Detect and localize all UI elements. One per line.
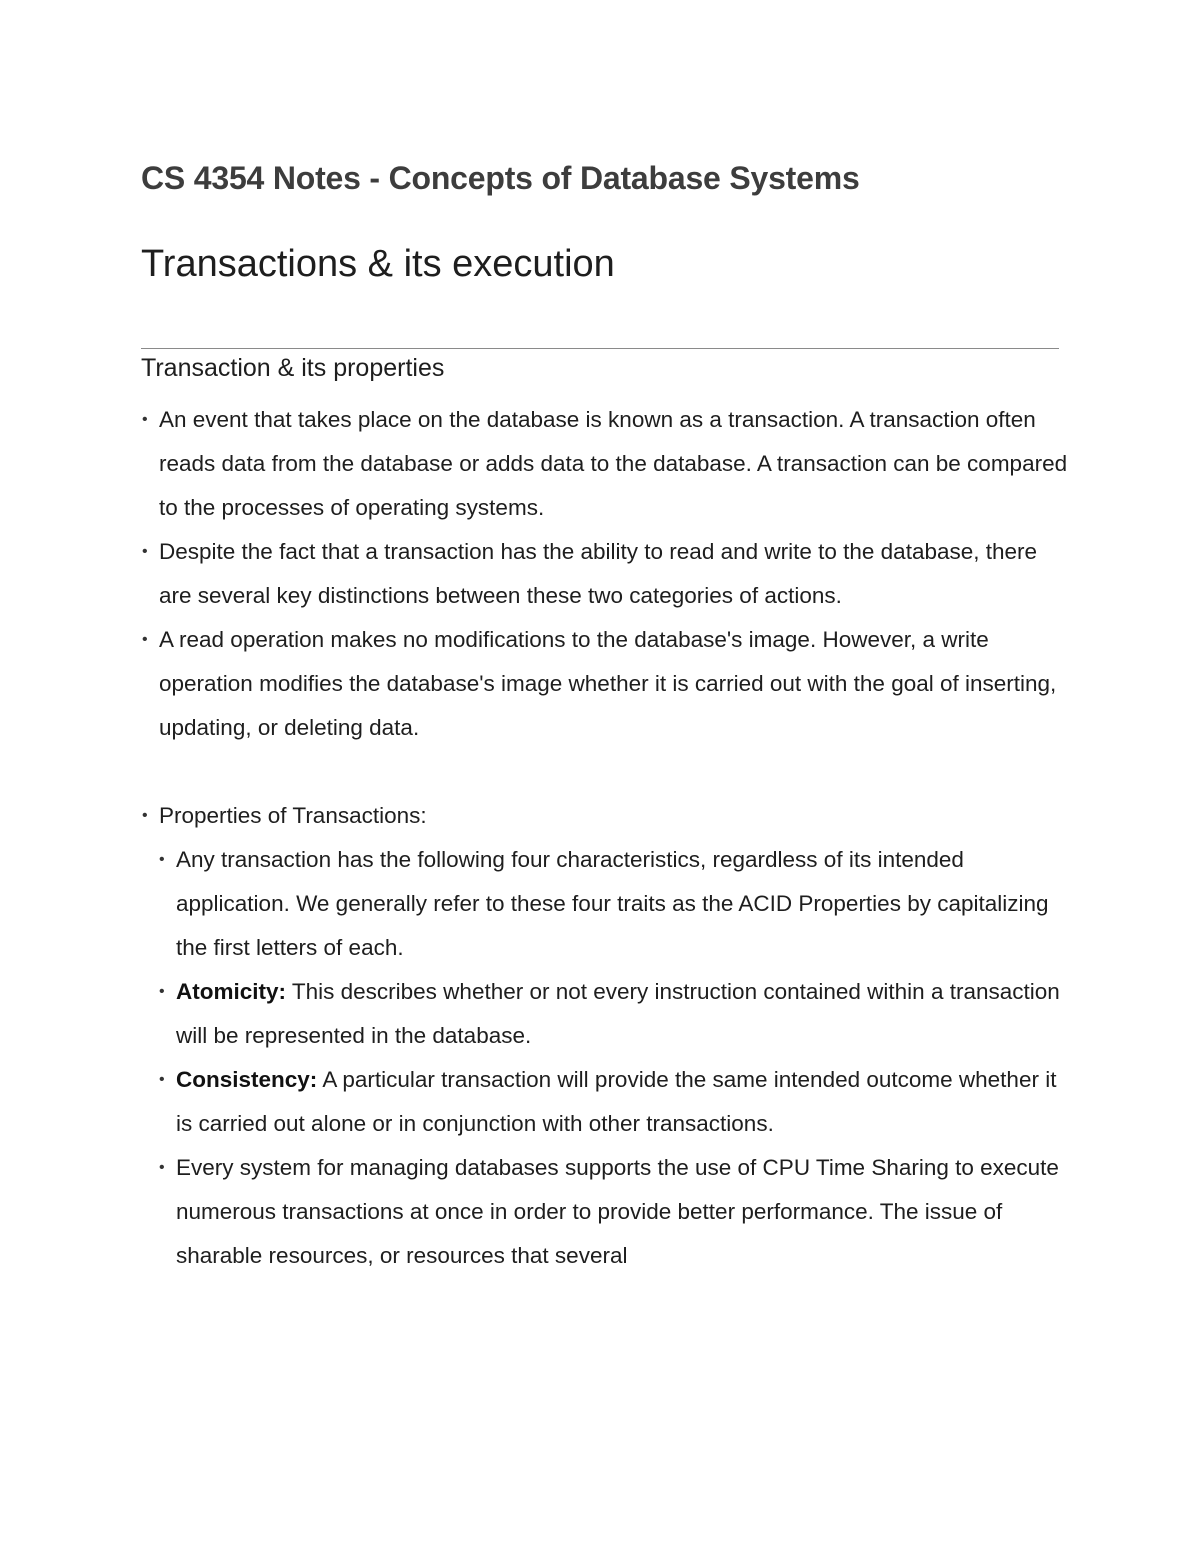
term-label: Consistency: [176,1067,318,1092]
list-item [141,530,1071,618]
notes-list [141,398,1071,1278]
bullet-icon: • [159,1071,165,1088]
bullet-icon: • [159,851,165,868]
list-item-text: An event that takes place on the database is known as a transaction. A transaction often reads data from the database or adds data to the database. A transaction can be compared to the processes of operating systems. [159,407,1068,520]
list-item [141,398,1071,530]
document-title: CS 4354 Notes - Concepts of Database Systems [141,160,860,196]
list-item [141,794,1071,838]
bullet-icon: • [159,983,165,1000]
sub-list-item-consistency [141,1058,1071,1146]
bullet-icon: • [159,1159,165,1176]
sub-list-item [141,838,1071,970]
bullet-icon: • [142,807,148,824]
list-item [141,618,1071,750]
list-item-text: A read operation makes no modifications to the database's image. However, a write operation modifies the database's image whether it is carried out with the goal of inserting, updating, or deleting data. [159,627,1057,740]
list-spacer [141,750,1071,794]
sub-list-item-atomicity [141,970,1071,1058]
list-item-text: Despite the fact that a transaction has the ability to read and write to the database, there are several key distinctions between these two categories of actions. [159,539,1038,608]
subsection-title: Transaction & its properties [141,354,445,382]
sub-list-item-text: This describes whether or not every instruction contained within a transaction will be represented in the database. [176,979,1060,1048]
sub-list-item [141,1146,1071,1278]
term-label: Atomicity: [176,979,287,1004]
list-item-text: Properties of Transactions: [159,803,427,828]
section-divider [141,348,1059,349]
sub-list-item-text: Any transaction has the following four characteristics, regardless of its intended application. We generally refer to these four traits as the ACID Properties by capitalizing the first letters of each. [176,847,1049,960]
sub-list-item-text: A particular transaction will provide the same intended outcome whether it is carried out alone or in conjunction with other transactions. [176,1067,1057,1136]
bullet-icon: • [142,631,148,648]
sub-list-item-text: Every system for managing databases supports the use of CPU Time Sharing to execute numerous transactions at once in order to provide better performance. The issue of sharable resources, or resources that several [176,1155,1059,1268]
bullet-icon: • [142,543,148,560]
bullet-icon: • [142,411,148,428]
section-title: Transactions & its execution [141,243,615,285]
